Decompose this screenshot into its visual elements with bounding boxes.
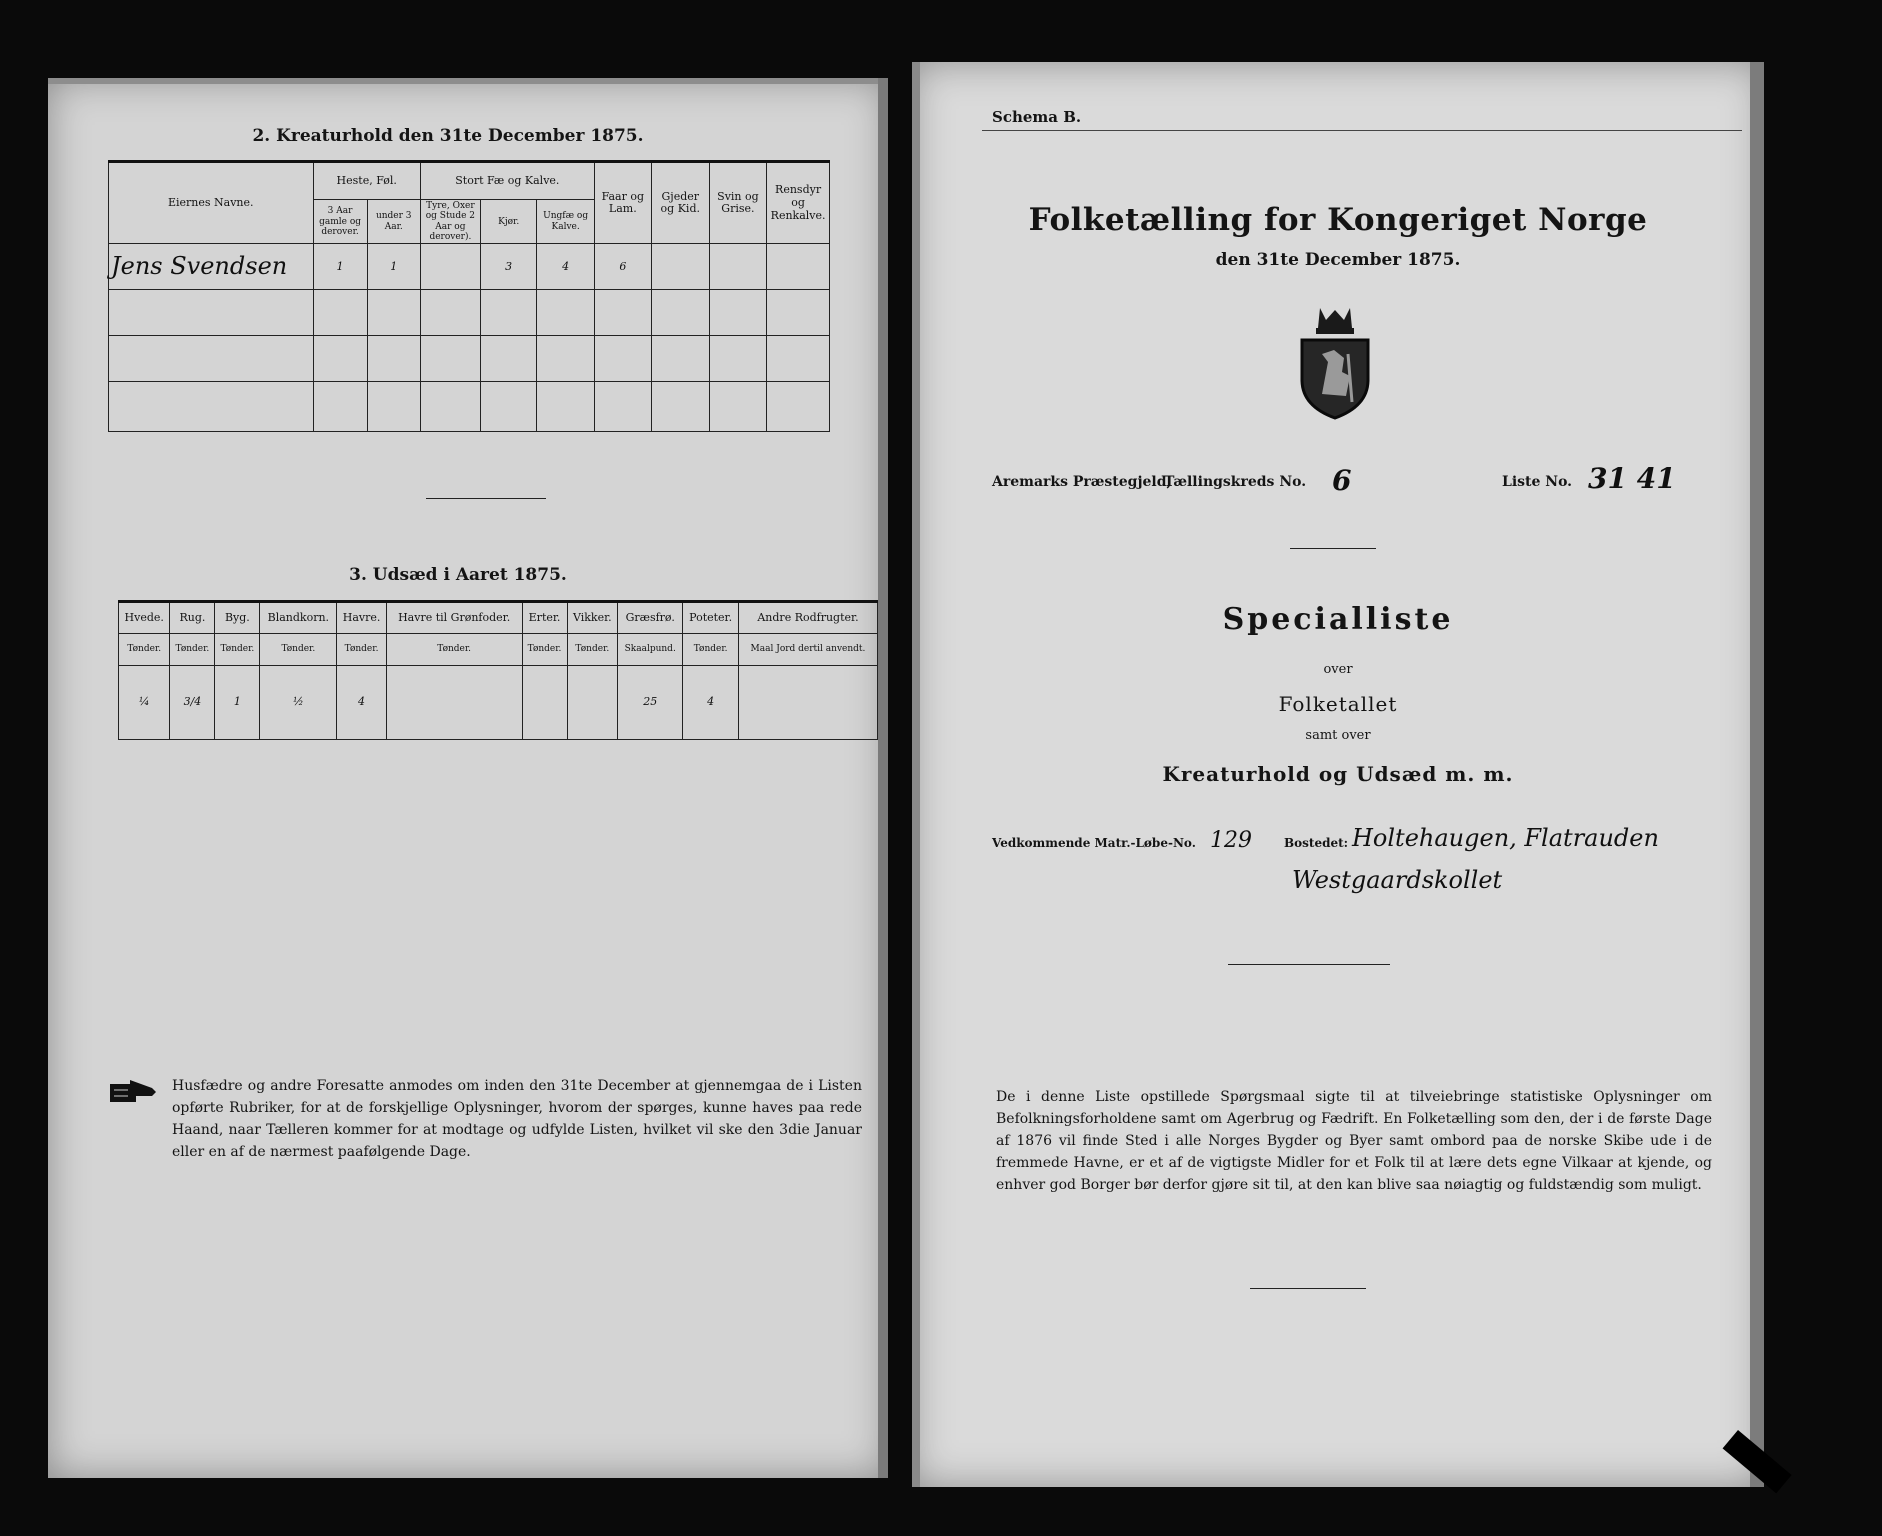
seed-unit: Tønder. bbox=[386, 634, 522, 666]
folketallet-text: Folketallet bbox=[1278, 692, 1398, 716]
seed-header: Byg. bbox=[215, 602, 260, 634]
divider-rule bbox=[1250, 1288, 1366, 1289]
goats-cell bbox=[651, 244, 709, 290]
seed-value bbox=[738, 666, 877, 740]
seed-value bbox=[386, 666, 522, 740]
livestock-table bbox=[108, 160, 830, 432]
seed-value: 1 bbox=[215, 666, 260, 740]
seed-value: 4 bbox=[337, 666, 386, 740]
seed-unit: Tønder. bbox=[522, 634, 567, 666]
table-row bbox=[109, 382, 830, 432]
table-row bbox=[109, 290, 830, 336]
young-cell: 4 bbox=[537, 244, 594, 290]
right-page bbox=[912, 62, 1764, 1487]
list-value: 31 41 bbox=[1588, 462, 1676, 495]
seed-unit: Skaalpund. bbox=[618, 634, 683, 666]
seed-header: Blandkorn. bbox=[260, 602, 337, 634]
left-page bbox=[48, 78, 888, 1478]
seed-unit: Tønder. bbox=[170, 634, 215, 666]
special-title: Specialliste bbox=[1222, 602, 1454, 637]
seed-unit: Tønder. bbox=[337, 634, 386, 666]
table-row bbox=[109, 244, 830, 290]
samt-over-text: samt over bbox=[1305, 728, 1371, 743]
parish-line bbox=[992, 462, 1762, 502]
seed-table bbox=[118, 600, 878, 740]
schema-label: Schema B. bbox=[992, 108, 1082, 126]
bulls-cell bbox=[420, 244, 480, 290]
date-line: den 31te December 1875. bbox=[1215, 250, 1461, 270]
seed-header: Erter. bbox=[522, 602, 567, 634]
sheep-cell: 6 bbox=[594, 244, 651, 290]
seed-header: Andre Rodfrugter. bbox=[738, 602, 877, 634]
seed-title: 3. Udsæd i Aaret 1875. bbox=[349, 565, 567, 585]
seed-unit: Tønder. bbox=[260, 634, 337, 666]
over-text: over bbox=[1323, 662, 1353, 677]
seed-header: Græsfrø. bbox=[618, 602, 683, 634]
horses-3plus-cell: 1 bbox=[313, 244, 367, 290]
kreatur-title: Kreaturhold og Udsæd m. m. bbox=[1162, 762, 1514, 786]
district-value: 6 bbox=[1332, 464, 1352, 497]
seed-header: Havre. bbox=[337, 602, 386, 634]
seed-value: 4 bbox=[683, 666, 739, 740]
cows-cell: 3 bbox=[480, 244, 537, 290]
seed-value: ¼ bbox=[119, 666, 170, 740]
page-edge-top bbox=[48, 78, 888, 84]
col-bulls: Tyre, Oxer og Stude 2 Aar og derover). bbox=[420, 200, 480, 244]
bosted-label: Bostedet: bbox=[1284, 836, 1349, 850]
col-horses-3plus: 3 Aar gamle og derover. bbox=[313, 200, 367, 244]
seed-unit: Maal Jord dertil anvendt. bbox=[738, 634, 877, 666]
matr-value: 129 bbox=[1210, 828, 1252, 853]
divider-rule bbox=[1290, 548, 1376, 549]
bosted-value-line2: Westgaardskollet bbox=[1292, 866, 1503, 894]
owner-cell: Jens Svendsen bbox=[109, 244, 314, 290]
col-young: Ungfæ og Kalve. bbox=[537, 200, 594, 244]
page-edge-right bbox=[878, 78, 888, 1478]
address-block bbox=[992, 822, 1752, 912]
col-goats: Gjeder og Kid. bbox=[651, 162, 709, 244]
seed-unit: Tønder. bbox=[567, 634, 618, 666]
divider-rule bbox=[1228, 964, 1390, 965]
col-reindeer: Rensdyr og Renkalve. bbox=[767, 162, 830, 244]
list-label: Liste No. bbox=[1502, 474, 1573, 490]
intro-text: De i denne Liste opstillede Spørgsmaal sigte til at tilveiebringe statistiske Oplysninger om Befolkningsforholdene samt om Agerbrug og Fædrift. En Folketælling som den, der i de første Dage af 1876 vil finde Sted i alle Norges Bygder og Byer samt ombord paa de norske Skibe ude i de fremmede Havne, er et af de vigtigste Midler for et Folk til at lære dets egne Vilkaar at kjende, og enhver god Borger bør derfor gjøre sit til, at den kan blive saa nøiagtig og fuldstændig som muligt. bbox=[996, 1089, 1712, 1194]
pointing-hand-icon bbox=[108, 1078, 158, 1106]
col-pigs: Svin og Grise. bbox=[709, 162, 766, 244]
divider-rule bbox=[426, 498, 546, 499]
seed-header: Havre til Grønfoder. bbox=[386, 602, 522, 634]
seed-value bbox=[522, 666, 567, 740]
parish-label: Aremarks Præstegjeld, bbox=[992, 474, 1172, 490]
seed-unit: Tønder. bbox=[215, 634, 260, 666]
notice-text: Husfædre og andre Foresatte anmodes om inden den 31te December at gjennemgaa de i Listen opførte Rubriker, for at de forskjellige Oplysninger, hvorom der spørges, kunne haves paa rede Haand, naar Tælleren kommer for at modtage og udfylde Listen, hvilket vil ske den 3die Januar eller en af de nærmest paafølgende Dage. bbox=[172, 1078, 862, 1161]
table-row bbox=[109, 336, 830, 382]
seed-unit: Tønder. bbox=[683, 634, 739, 666]
reindeer-cell bbox=[767, 244, 830, 290]
col-sheep: Faar og Lam. bbox=[594, 162, 651, 244]
col-owner: Eiernes Navne. bbox=[109, 162, 314, 244]
seed-header: Rug. bbox=[170, 602, 215, 634]
livestock-title: 2. Kreaturhold den 31te December 1875. bbox=[252, 126, 644, 146]
seed-value: ½ bbox=[260, 666, 337, 740]
pigs-cell bbox=[709, 244, 766, 290]
district-label: Tællingskreds No. bbox=[1164, 474, 1307, 490]
bosted-value-line1: Holtehaugen, Flatrauden bbox=[1352, 824, 1659, 852]
matr-label: Vedkommende Matr.-Løbe-No. bbox=[992, 836, 1196, 850]
col-horses-under3: under 3 Aar. bbox=[367, 200, 420, 244]
page-edge-left bbox=[912, 62, 920, 1487]
header-rule bbox=[982, 130, 1742, 131]
seed-header: Vikker. bbox=[567, 602, 618, 634]
coat-of-arms-icon bbox=[1292, 302, 1378, 422]
group-horses: Heste, Føl. bbox=[313, 162, 420, 200]
horses-under3-cell: 1 bbox=[367, 244, 420, 290]
col-cows: Kjør. bbox=[480, 200, 537, 244]
seed-value: 3/4 bbox=[170, 666, 215, 740]
group-cattle: Stort Fæ og Kalve. bbox=[420, 162, 594, 200]
seed-header: Hvede. bbox=[119, 602, 170, 634]
seed-header: Poteter. bbox=[683, 602, 739, 634]
seed-unit: Tønder. bbox=[119, 634, 170, 666]
seed-value bbox=[567, 666, 618, 740]
main-title: Folketælling for Kongeriget Norge bbox=[1028, 202, 1648, 238]
seed-value: 25 bbox=[618, 666, 683, 740]
